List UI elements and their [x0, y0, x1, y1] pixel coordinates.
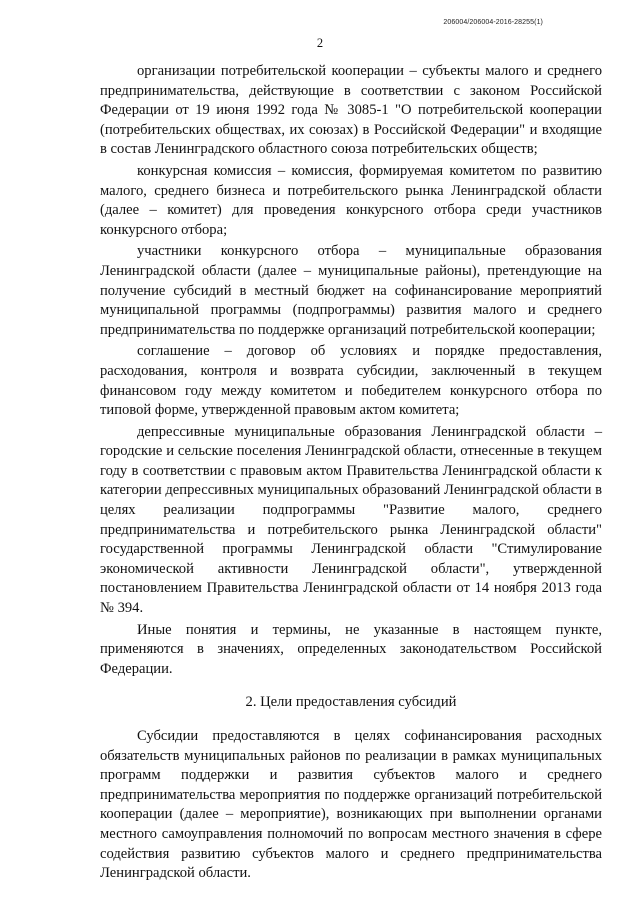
other-terms-paragraph: Иные понятия и термины, не указанные в настоящем пункте, применяются в значениях, определенных законодательством Российской Федерации.: [100, 621, 602, 677]
definition-depressed-municipalities: депрессивные муниципальные образования Ленинградской области – городские и сельские поселения Ленинградской области, отнесенные в текущем году в соответствии с правовым актом Правительства Ленинградской области к категории депрессивных муниципальных образований Ленинградской области в целях реализации подпрограммы "Развитие малого, среднего предпринимательства и потребительского рынка Ленинградской области" государственной программы Ленинградской области "Стимулирование экономической активности Ленинградской области", утвержденной постановлением Правительства Ленинградской области от 14 ноября 2013 года № 394.: [100, 423, 602, 617]
subsidy-goals-paragraph: Субсидии предоставляются в целях софинансирования расходных обязательств муниципальных районов по реализации в рамках муниципальных программ поддержки и развития субъектов малого и среднего предпринимательства мероприятия по поддержке организаций потребительской кооперации (далее – мероприятие), возникающих при выполнении органами местного самоуправления полномочий по вопросам местного значения в сфере содействия развитию субъектов малого и среднего предпринимательства Ленинградской области.: [100, 728, 602, 882]
definition-agreement: соглашение – договор об условиях и порядке предоставления, расходования, контроля и возврата субсидии, заключенный в текущем финансовом году между комитетом и победителем конкурсного отбора по типовой форме, утвержденной правовым актом комитета;: [100, 343, 602, 419]
document-id: 206004/206004-2016-28255(1): [443, 19, 543, 26]
definition-competition-participants: участники конкурсного отбора – муниципальные образования Ленинградской области (далее – муниципальные районы), претендующие на получение субсидий в местный бюджет на софинансирование мероприятий муниципальной программы (подпрограммы) развития малого и среднего предпринимательства по поддержке организаций потребительской кооперации;: [100, 243, 602, 338]
definition-competition-commission: конкурсная комиссия – комиссия, формируемая комитетом по развитию малого, среднего бизнеса и потребительского рынка Ленинградской области (далее – комитет) для проведения конкурсного отбора среди участников конкурсного отбора;: [100, 162, 602, 238]
section-heading-subsidy-goals: 2. Цели предоставления субсидий: [245, 694, 457, 711]
document-body: [100, 62, 602, 884]
definition-consumer-cooperation: организации потребительской кооперации – субъекты малого и среднего предпринимательства, действующие в соответствии с законом Российской Федерации от 19 июня 1992 года № 3085-1 "О потребительской кооперации (потребительских обществах, их союзах) в Российской Федерации" и входящие в состав Ленинградского областного союза потребительских обществ;: [100, 63, 602, 158]
page-number: 2: [316, 36, 324, 50]
